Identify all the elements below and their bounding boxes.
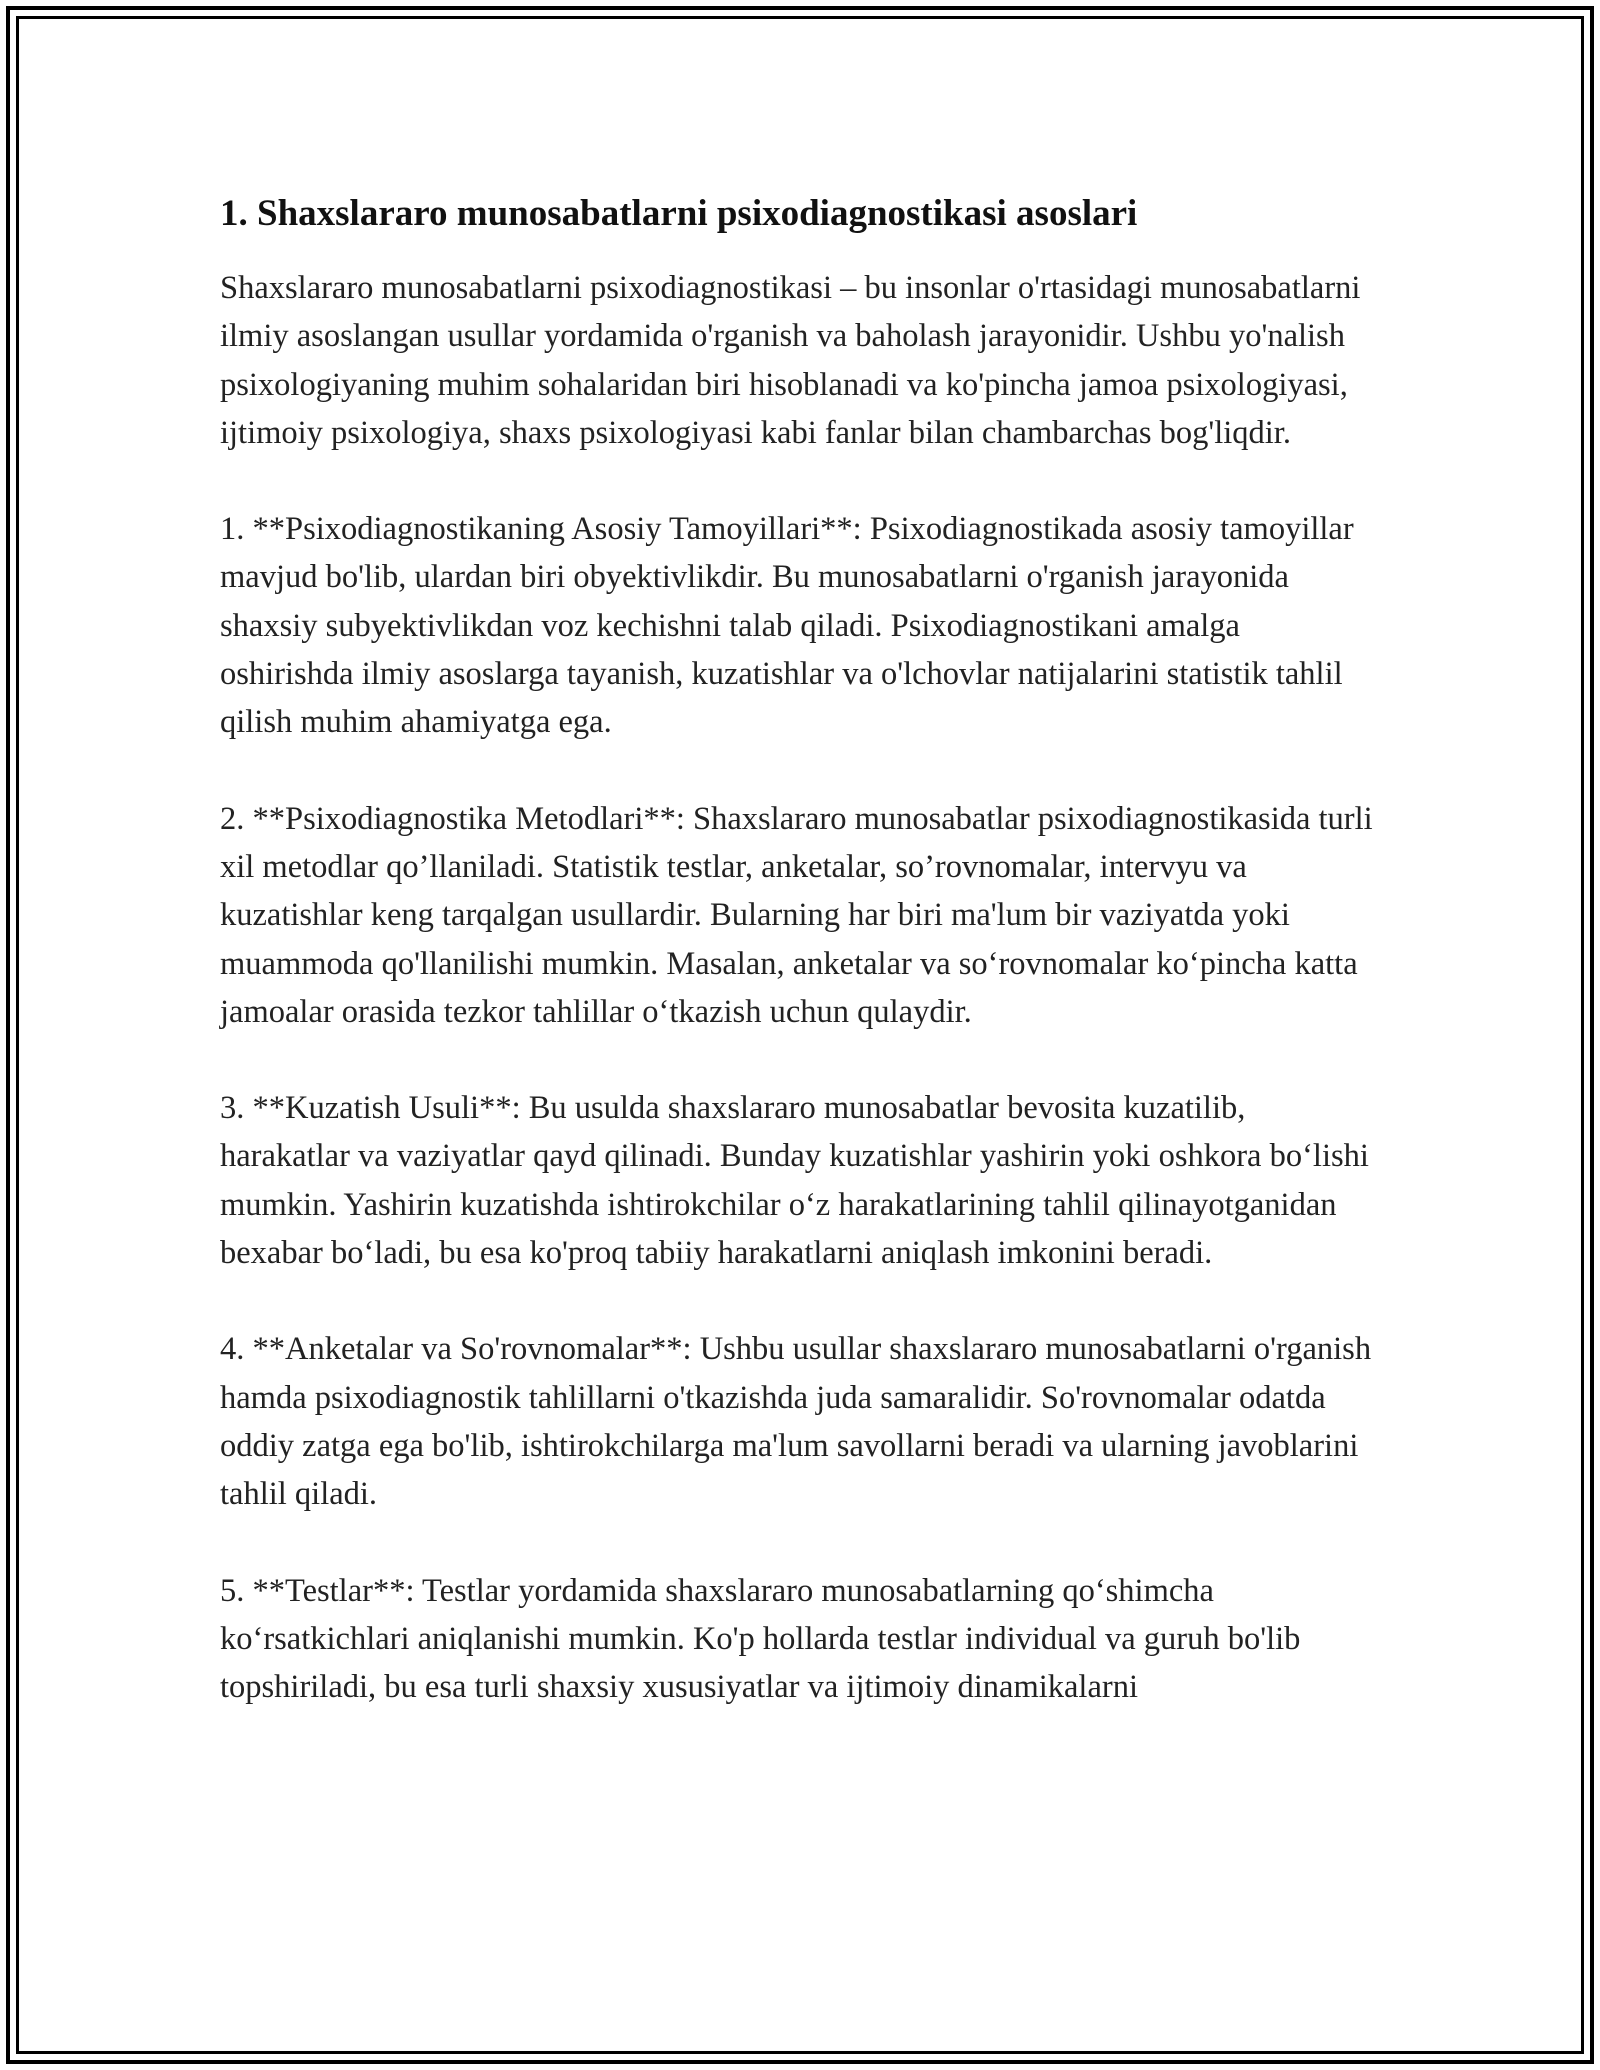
paragraph-surveys: 4. **Anketalar va So'rovnomalar**: Ushbu usullar shaxslararo munosabatlarni o'rganish hamda psixodiagnostik tahlillarni o'tkazishda juda samaralidir. So'rovnomalar odatda oddiy zatga ega bo'lib, ishtirokchilarga ma'lum savollarni beradi va ularning javoblarini tahlil qiladi. [220, 1331, 1372, 1513]
paragraph-tests: 5. **Testlar**: Testlar yordamida shaxslararo munosabatlarning qo‘shimcha ko‘rsatkichlari aniqlanishi mumkin. Ko'p hollarda testlar individual va guruh bo'lib topshiriladi, bu esa turli shaxsiy xususiyatlar va ijtimoiy dinamikalarni [220, 1572, 1301, 1706]
paragraph-principles: 1. **Psixodiagnostikaning Asosiy Tamoyillari**: Psixodiagnostikada asosiy tamoyillar mavjud bo'lib, ulardan biri obyektivlikdir. Bu munosabatlarni o'rganish jarayonida shaxsiy subyektivlikdan voz kechishni talab qiladi. Psixodiagnostikani amalga oshirishda ilmiy asoslarga tayanish, kuzatishlar va o'lchovlar natijalarini statistik tahlil qilish muhim ahamiyatga ega. [220, 511, 1354, 741]
intro-paragraph: Shaxslararo munosabatlarni psixodiagnostikasi – bu insonlar o'rtasidagi munosabatlarni ilmiy asoslangan usullar yordamida o'rganish va baholash jarayonidir. Ushbu yo'nalish psixologiyaning muhim sohalaridan biri hisoblanadi va ko'pincha jamoa psixologiyasi, ijtimoiy psixologiya, shaxs psixologiyasi kabi fanlar bilan chambarchas bog'liqdir. [220, 270, 1361, 451]
section-heading: 1. Shaxslararo munosabatlarni psixodiagnostikasi asoslari [220, 193, 1138, 234]
paragraph-observation: 3. **Kuzatish Usuli**: Bu usulda shaxslararo munosabatlar bevosita kuzatilib, harakatlar va vaziyatlar qayd qilinadi. Bunday kuzatishlar yashirin yoki oshkora bo‘lishi mumkin. Yashirin kuzatishda ishtirokchilar o‘z harakatlarining tahlil qilinayotganidan bexabar bo‘ladi, bu esa ko'proq tabiiy harakatlarni aniqlash imkonini beradi. [220, 1090, 1369, 1272]
document-body [220, 190, 1380, 1759]
paragraph-methods: 2. **Psixodiagnostika Metodlari**: Shaxslararo munosabatlar psixodiagnostikasida turli xil metodlar qo’llaniladi. Statistik testlar, anketalar, so’rovnomalar, intervyu va kuzatishlar keng tarqalgan usullardir. Bularning har biri ma'lum bir vaziyatda yoki muammoda qo'llanilishi mumkin. Masalan, anketalar va so‘rovnomalar ko‘pincha katta jamoalar orasida tezkor tahlillar o‘tkazish uchun qulaydir. [220, 800, 1373, 1030]
